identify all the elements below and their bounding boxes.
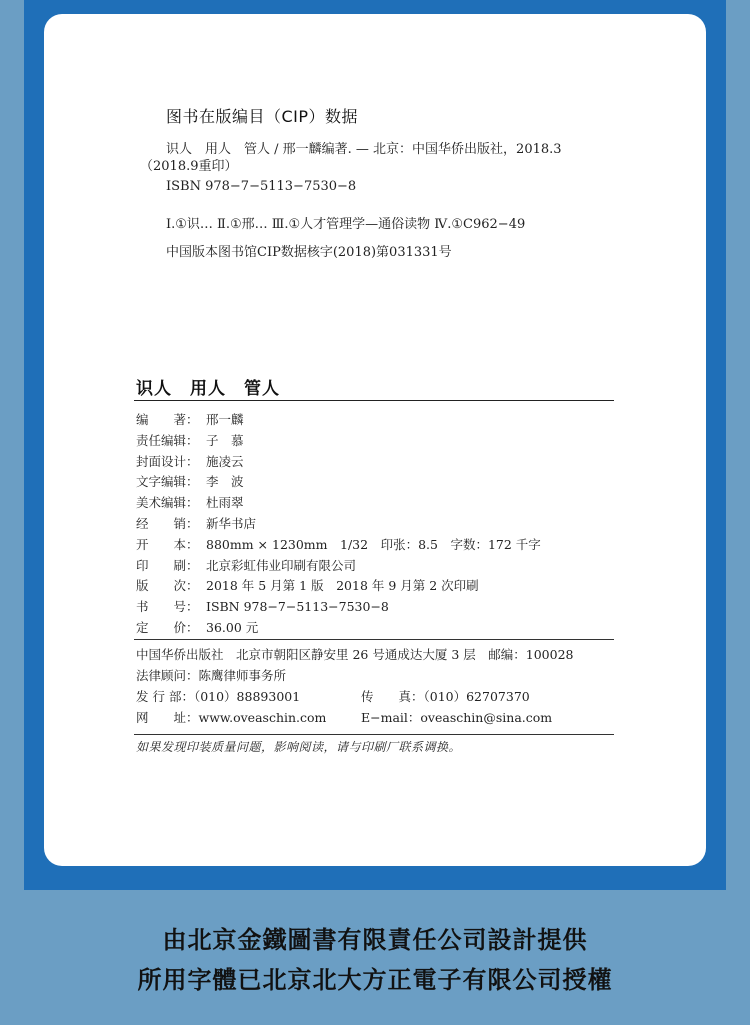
book-info-row	[136, 493, 244, 513]
credit-line-1: 由北京金鐵圖書有限責任公司設計提供	[162, 926, 588, 954]
book-info-row	[136, 597, 389, 617]
credit-line-2: 所用字體已北京北大方正電子有限公司授權	[137, 966, 613, 994]
phone: 发 行 部：（010）88893001	[136, 689, 301, 704]
contact-phone-row	[136, 687, 606, 707]
book-info-row	[136, 452, 244, 472]
book-info-row	[136, 472, 244, 492]
info-rule	[134, 639, 614, 640]
book-info-row	[136, 535, 541, 555]
title-rule	[134, 400, 614, 401]
book-info-value: 杜雨翠	[206, 495, 244, 511]
book-info-row	[136, 576, 479, 596]
email: E−mail：oveaschin@sina.com	[361, 710, 553, 725]
book-info-value: 施凌云	[206, 453, 244, 469]
book-info-value: 邢一麟	[206, 412, 244, 427]
book-info-label: 版 次：	[136, 578, 199, 594]
book-info-row	[136, 556, 356, 576]
book-info-label: 经 销：	[136, 516, 199, 531]
book-info-label: 书 号：	[136, 599, 199, 615]
cip-isbn: ISBN 978−7−5113−7530−8	[166, 179, 357, 194]
cip-line-1: 识人 用人 管人 / 邢一麟编著. — 北京：中国华侨出版社，2018.3	[166, 142, 562, 157]
book-title: 识人 用人 管人	[136, 379, 280, 399]
cip-line-2: （2018.9重印）	[140, 159, 238, 174]
fax: 传 真：（010）62707370	[361, 689, 530, 704]
book-info-value: 2018 年 5 月第 1 版 2018 年 9 月第 2 次印刷	[206, 578, 479, 594]
book-info-label: 文字编辑：	[136, 474, 199, 490]
book-info-value: 新华书店	[206, 516, 257, 531]
book-info-label: 封面设计：	[136, 453, 199, 469]
book-info-label: 美术编辑：	[136, 495, 199, 511]
quality-notice: 如果发现印装质量问题，影响阅读，请与印刷厂联系调换。	[136, 740, 462, 754]
legal-advisor: 法律顾问：陈鹰律师事务所	[136, 668, 287, 683]
book-info-value: 北京彩虹伟业印刷有限公司	[206, 557, 357, 573]
cip-title: 图书在版编目（CIP）数据	[166, 107, 359, 126]
book-info-value: 李 波	[206, 474, 244, 490]
book-info-label: 责任编辑：	[136, 432, 199, 448]
book-info-label: 印 刷：	[136, 557, 199, 573]
book-info-value: 880mm × 1230mm 1/32 印张：8.5 字数：172 千字	[206, 536, 541, 552]
book-info-label: 定 价：	[136, 620, 199, 635]
publisher-address: 中国华侨出版社 北京市朝阳区静安里 26 号通成达大厦 3 层 邮编：100028	[136, 647, 574, 662]
book-info-value: 36.00 元	[206, 620, 259, 635]
cip-core-number: 中国版本图书馆CIP数据核字(2018)第031331号	[166, 245, 452, 260]
book-info-label: 编 著：	[136, 412, 199, 427]
book-info-row	[136, 514, 256, 534]
website: 网 址：www.oveaschin.com	[136, 710, 327, 725]
contact-web-row	[136, 708, 606, 728]
book-info-row	[136, 618, 258, 638]
book-info-row	[136, 431, 244, 451]
book-info-value: ISBN 978−7−5113−7530−8	[206, 599, 389, 615]
copyright-page	[44, 14, 706, 866]
book-info-value: 子 慕	[206, 432, 244, 448]
cip-classification: Ⅰ.①识… Ⅱ.①邢… Ⅲ.①人才管理学—通俗读物 Ⅳ.①C962−49	[166, 217, 526, 232]
publisher-rule	[134, 734, 614, 735]
book-info-row	[136, 410, 244, 430]
book-info-label: 开 本：	[136, 536, 199, 552]
